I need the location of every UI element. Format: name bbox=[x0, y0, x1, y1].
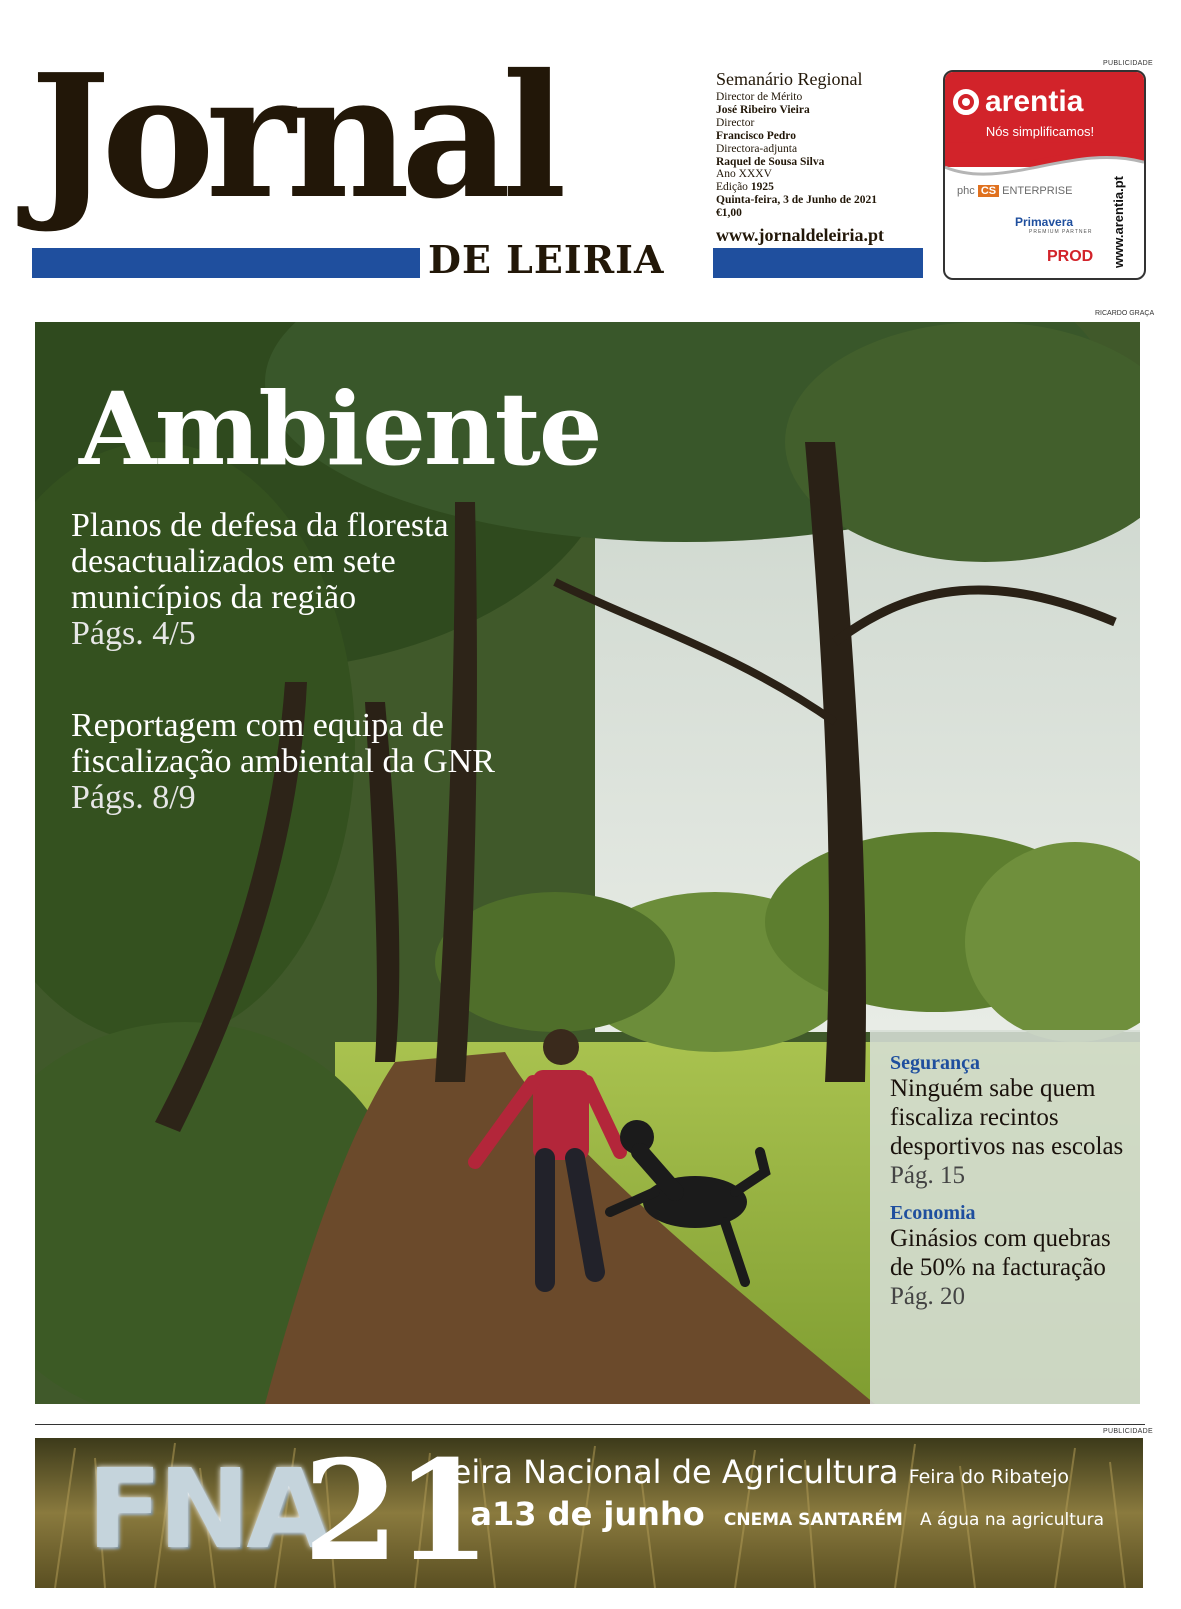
section-label-economia: Economia bbox=[890, 1202, 976, 1224]
arentia-logo-icon bbox=[953, 89, 979, 115]
lead-story-2-text: Reportagem com equipa de fiscalização ambiental da GNR bbox=[71, 707, 495, 780]
director-name: Francisco Pedro bbox=[716, 129, 796, 142]
arentia-ad[interactable] bbox=[943, 70, 1146, 280]
lead-story-2[interactable] bbox=[71, 708, 531, 816]
partner-phc bbox=[957, 185, 1072, 197]
issue-date: Quinta-feira, 3 de Junho de 2021 bbox=[716, 194, 878, 207]
teaser-sidebar bbox=[870, 1030, 1140, 1404]
newspaper-title: Jornal bbox=[30, 37, 558, 237]
fna-title-main: Feira Nacional de Agricultura bbox=[435, 1453, 899, 1491]
teaser-1[interactable] bbox=[890, 1074, 1126, 1190]
teaser-2-text: Ginásios com quebras de 50% na facturação bbox=[890, 1225, 1111, 1281]
partner-primavera-sub: PREMIUM PARTNER bbox=[1029, 229, 1093, 235]
teaser-2[interactable] bbox=[890, 1224, 1126, 1311]
edition-label: Edição bbox=[716, 181, 748, 194]
director-label: Director bbox=[716, 116, 755, 129]
fna-venue: CNEMA SANTARÉM bbox=[723, 1510, 903, 1530]
ad-label-bottom: PUBLICIDADE bbox=[1103, 1428, 1153, 1435]
directora-adjunta-name: Raquel de Sousa Silva bbox=[716, 155, 825, 168]
cover-photo bbox=[35, 322, 1140, 1404]
fna-title bbox=[435, 1452, 1069, 1497]
website-link[interactable]: www.jornaldeleiria.pt bbox=[716, 225, 884, 246]
tagline: Semanário Regional bbox=[716, 69, 863, 89]
partner-prod: PROD bbox=[1047, 248, 1094, 265]
teaser-1-page: Pág. 15 bbox=[890, 1162, 965, 1189]
masthead-bar-left bbox=[32, 248, 420, 278]
divider-rule bbox=[35, 1424, 1145, 1425]
fna-details bbox=[437, 1494, 1104, 1540]
edition bbox=[716, 181, 931, 194]
partner-phc-prefix: phc bbox=[957, 185, 975, 197]
directora-adjunta-label: Directora-adjunta bbox=[716, 142, 798, 155]
lead-story-1-text: Planos de defesa da floresta desactualizados em sete municípios da região bbox=[71, 507, 449, 616]
year: Ano XXXV bbox=[716, 168, 772, 181]
masthead-bar-right bbox=[713, 248, 923, 278]
lead-story-1[interactable] bbox=[71, 508, 531, 652]
partner-primavera bbox=[1015, 215, 1092, 235]
fna-number: 21 bbox=[303, 1438, 488, 1588]
fna-theme: A água na agricultura bbox=[920, 1510, 1105, 1530]
teaser-2-page: Pág. 20 bbox=[890, 1283, 965, 1310]
partner-primavera-name: Primavera bbox=[1015, 215, 1074, 229]
masthead-info bbox=[716, 68, 931, 246]
fna-logo: FNA bbox=[87, 1445, 328, 1573]
section-label-seguranca: Segurança bbox=[890, 1052, 980, 1074]
fna-title-small: Feira do Ribatejo bbox=[908, 1466, 1069, 1488]
newspaper-subtitle: DE LEIRIA bbox=[428, 237, 665, 282]
partner-phc-badge: CS bbox=[978, 185, 999, 197]
lead-story-2-pages: Págs. 8/9 bbox=[71, 779, 196, 816]
director-merito-label: Director de Mérito bbox=[716, 91, 803, 103]
fna-banner-ad[interactable] bbox=[35, 1438, 1143, 1588]
teaser-1-text: Ninguém sabe quem fiscaliza recintos desportivos nas escolas bbox=[890, 1075, 1124, 1160]
lead-headline: Ambiente bbox=[79, 370, 601, 488]
edition-number: 1925 bbox=[750, 181, 774, 194]
fna-dates: 9 a13 de junho bbox=[437, 1495, 705, 1533]
ad-url[interactable]: www.arentia.pt bbox=[1111, 176, 1126, 268]
director-merito-name: José Ribeiro Vieira bbox=[716, 103, 810, 116]
ad-brand: arentia bbox=[985, 85, 1084, 118]
ad-label-top: PUBLICIDADE bbox=[1103, 60, 1153, 67]
lead-story-1-pages: Págs. 4/5 bbox=[71, 615, 196, 652]
partner-phc-label: ENTERPRISE bbox=[1002, 185, 1073, 197]
price: €1,00 bbox=[716, 207, 742, 220]
ad-slogan: Nós simplificamos! bbox=[985, 124, 1095, 139]
photo-credit: RICARDO GRAÇA bbox=[1095, 310, 1155, 317]
arentia-logo bbox=[953, 82, 1128, 122]
